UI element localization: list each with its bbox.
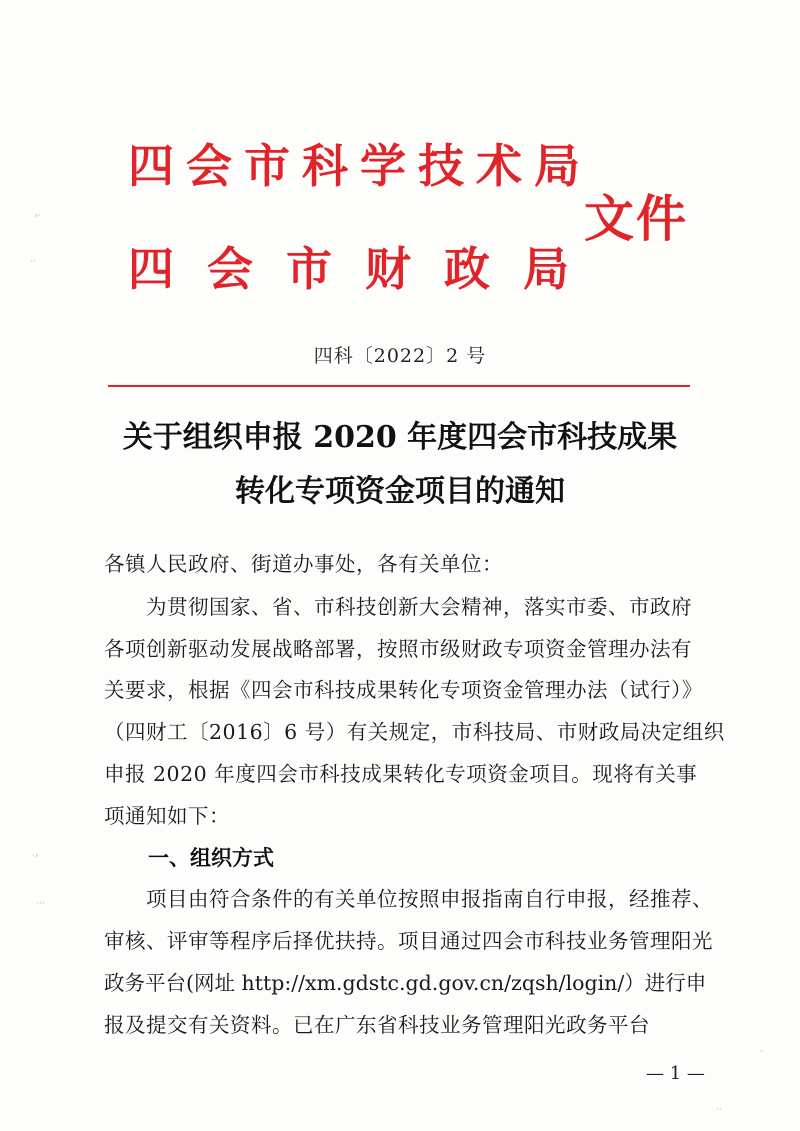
- paragraph-1-line-5: 申报 2020 年度四会市科技成果转化专项资金项目。现将有关事: [104, 762, 698, 786]
- section-heading-organization: 一、组织方式: [148, 845, 274, 870]
- notice-title-line-2: 转化专项资金项目的通知: [235, 474, 565, 509]
- paragraph-1-line-3: 关要求，根据《四会市科技成果转化专项资金管理办法（试行）》: [104, 678, 703, 702]
- salutation: 各镇人民政府、街道办事处，各有关单位：: [104, 552, 503, 576]
- scan-speck: ›·: [34, 211, 41, 221]
- paragraph-1-line-2: 各项创新驱动发展战略部署，按照市级财政专项资金管理办法有: [104, 637, 692, 661]
- page-number: — 1 —: [646, 1063, 705, 1084]
- issuer-science-bureau: 四会市科学技术局: [128, 139, 592, 193]
- paragraph-1-line-1: 为贯彻国家、省、市科技创新大会精神，落实市委、市政府: [104, 595, 692, 619]
- scan-speck: ···: [36, 899, 45, 909]
- scan-speck: ··: [716, 1105, 722, 1115]
- scan-speck: ··: [30, 257, 36, 267]
- paragraph-2-line-2: 审核、评审等程序后择优扶持。项目通过四会市科技业务管理阳光: [104, 929, 713, 953]
- scan-speck: ·: [760, 1047, 763, 1057]
- paragraph-2-line-4: 报及提交有关资料。已在广东省科技业务管理阳光政务平台: [104, 1013, 650, 1037]
- issuer-finance-bureau: 四会市财政局: [128, 242, 602, 296]
- scan-speck: ·›: [32, 851, 39, 861]
- paragraph-2-line-1: 项目由符合条件的有关单位按照申报指南自行申报，经推荐、: [104, 887, 713, 911]
- paragraph-1-line-4: （四财工〔2016〕6 号）有关规定，市科技局、市财政局决定组织: [104, 720, 725, 744]
- red-separator-line: [108, 385, 690, 387]
- document-number: 四科〔2022〕2 号: [313, 345, 487, 367]
- paragraph-1-line-6: 项通知如下：: [104, 804, 230, 828]
- paragraph-2-line-3: 政务平台(网址 http://xm.gdstc.gd.gov.cn/zqsh/login/）进行申: [104, 971, 707, 995]
- notice-title-line-1: 关于组织申报 2020 年度四会市科技成果: [122, 420, 678, 455]
- document-type-label: 文件: [584, 189, 688, 248]
